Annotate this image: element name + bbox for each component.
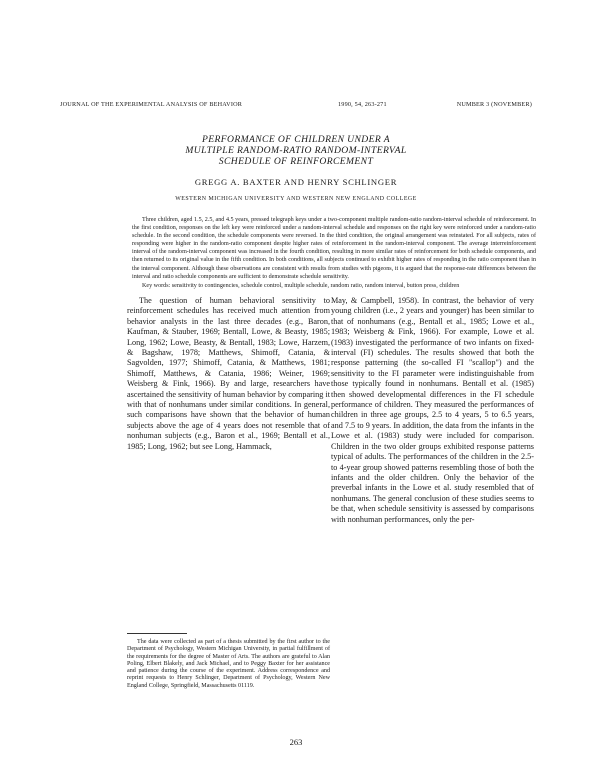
issue-number: NUMBER 3 (NOVEMBER) <box>456 101 532 108</box>
authors: GREGG A. BAXTER AND HENRY SCHLINGER <box>194 177 398 187</box>
footnote-rule <box>127 633 187 634</box>
footnote-text: The data were collected as part of a thesis submitted by the first author to the Department of Psychology, Western Michigan University, in partial fulfillment of the requirements for the degree of Master of Arts. The authors are grateful to Alan Poling, Elbert Blakely, and Jack Michael, and to Peggy Baxter for her assistance and patience during the course of the experiment. Address correspondence and reprint requests to Henry Schlinger, Department of Psychology, Western New England College, Springfield, Massachusetts 01119. <box>127 639 330 689</box>
key-words: Key words: sensitivity to contingencies, schedule control, multiple schedule, random ratio, random interval, button press, children <box>142 282 460 289</box>
body-column-right <box>331 296 534 525</box>
article-title <box>60 134 532 167</box>
body-paragraph: May, & Campbell, 1958). In contrast, the behavior of very young children (i.e., 2 years and younger) has been similar to that of nonhumans (e.g., Bentall et al., 1985; Lowe et al., 1983; Weisberg & Fink, 1966). For example, Lowe et al. (1983) investigated the performance of two infants on fixed-interval (FI) schedules. The results showed that both the response patterning (the so-called FI "scallop") and the sensitivity to the FI parameter were indistinguishable from those typically found in nonhumans. Bentall et al. (1985) then showed developmental differences in the FI schedule performance of children. They measured the performances of children in three age groups, 2.5 to 4 years, 5 to 6.5 years, and 7.5 to 9 years. In addition, the data from the infants in the Lowe et al. (1983) study were included for comparison. Children in the two older groups exhibited response patterns typical of adults. The performances of the children in the 2.5- to 4-year group showed patterns resembling those of both the infants and the older children. Only the behavior of the preverbal infants in the Lowe et al. study resembled that of nonhumans. The general conclusion of these studies seems to be that, when schedule sensitivity is assessed by comparisons with nonhuman performances, only the per- <box>331 296 534 524</box>
body-paragraph: The question of human behavioral sensitivity to reinforcement schedules has received much attention from behavior analysts in the last three decades (e.g., Baron, Kaufman, & Stauber, 1969; Bentall, Lowe, & Beasty, 1985; Long, 1962; Lowe, Beasty, & Bentall, 1983; Lowe, Harzem, & Bagshaw, 1978; Matthews, Shimoff, Catania, & Sagvolden, 1977; Shimoff, Catania, & Matthews, 1981; Shimoff, Matthews, & Catania, 1986; Weiner, 1969; Weisberg & Fink, 1966). By and large, researchers have ascertained the sensitivity of human behavior by comparing it with that of nonhumans under similar conditions. In general, such comparisons have shown that the behavior of human subjects above the age of 4 years does not resemble that of nonhuman subjects (e.g., Baron et al., 1969; Bentall et al., 1985; Long, 1962; but see Long, Hammack, <box>127 296 330 451</box>
page-number: 263 <box>289 737 303 747</box>
footnote <box>127 639 330 690</box>
citation: 1990, 54, 263-271 <box>338 101 387 108</box>
title-line: PERFORMANCE OF CHILDREN UNDER A <box>201 134 391 145</box>
affiliation: WESTERN MICHIGAN UNIVERSITY AND WESTERN NEW ENGLAND COLLEGE <box>175 196 417 202</box>
journal-name: JOURNAL OF THE EXPERIMENTAL ANALYSIS OF BEHAVIOR <box>60 101 243 108</box>
body-column-left <box>127 296 330 452</box>
title-line: MULTIPLE RANDOM-RATIO RANDOM-INTERVAL <box>185 145 407 156</box>
abstract-text: Three children, aged 1.5, 2.5, and 4.5 years, pressed telegraph keys under a two-component multiple random-ratio random-interval schedule of reinforcement. In the first condition, responses on the left key were reinforced under a random-interval schedule and responses on the right key were reinforced under a random-ratio schedule. In the second condition, the schedule components were reversed. In the third condition, the original arrangement was reinstated. For all subjects, rates of responding were higher in the random-ratio component despite higher rates of reinforcement in the random-interval component. The average interreinforcement interval of the random-interval component was increased in the fourth condition, resulting in more similar rates of reinforcement for both schedule components, and then returned to its original value in the fifth condition. In both conditions, all subjects continued to exhibit higher rates of responding in the ratio component than in the interval component. Although these observations are consistent with results from studies with pigeons, it is argued that the response-rate differences between the interval and ratio schedule components are sufficient to demonstrate schedule sensitivity. <box>132 217 536 280</box>
running-header <box>60 101 532 111</box>
abstract <box>132 216 536 290</box>
title-line: SCHEDULE OF REINFORCEMENT <box>218 156 374 167</box>
